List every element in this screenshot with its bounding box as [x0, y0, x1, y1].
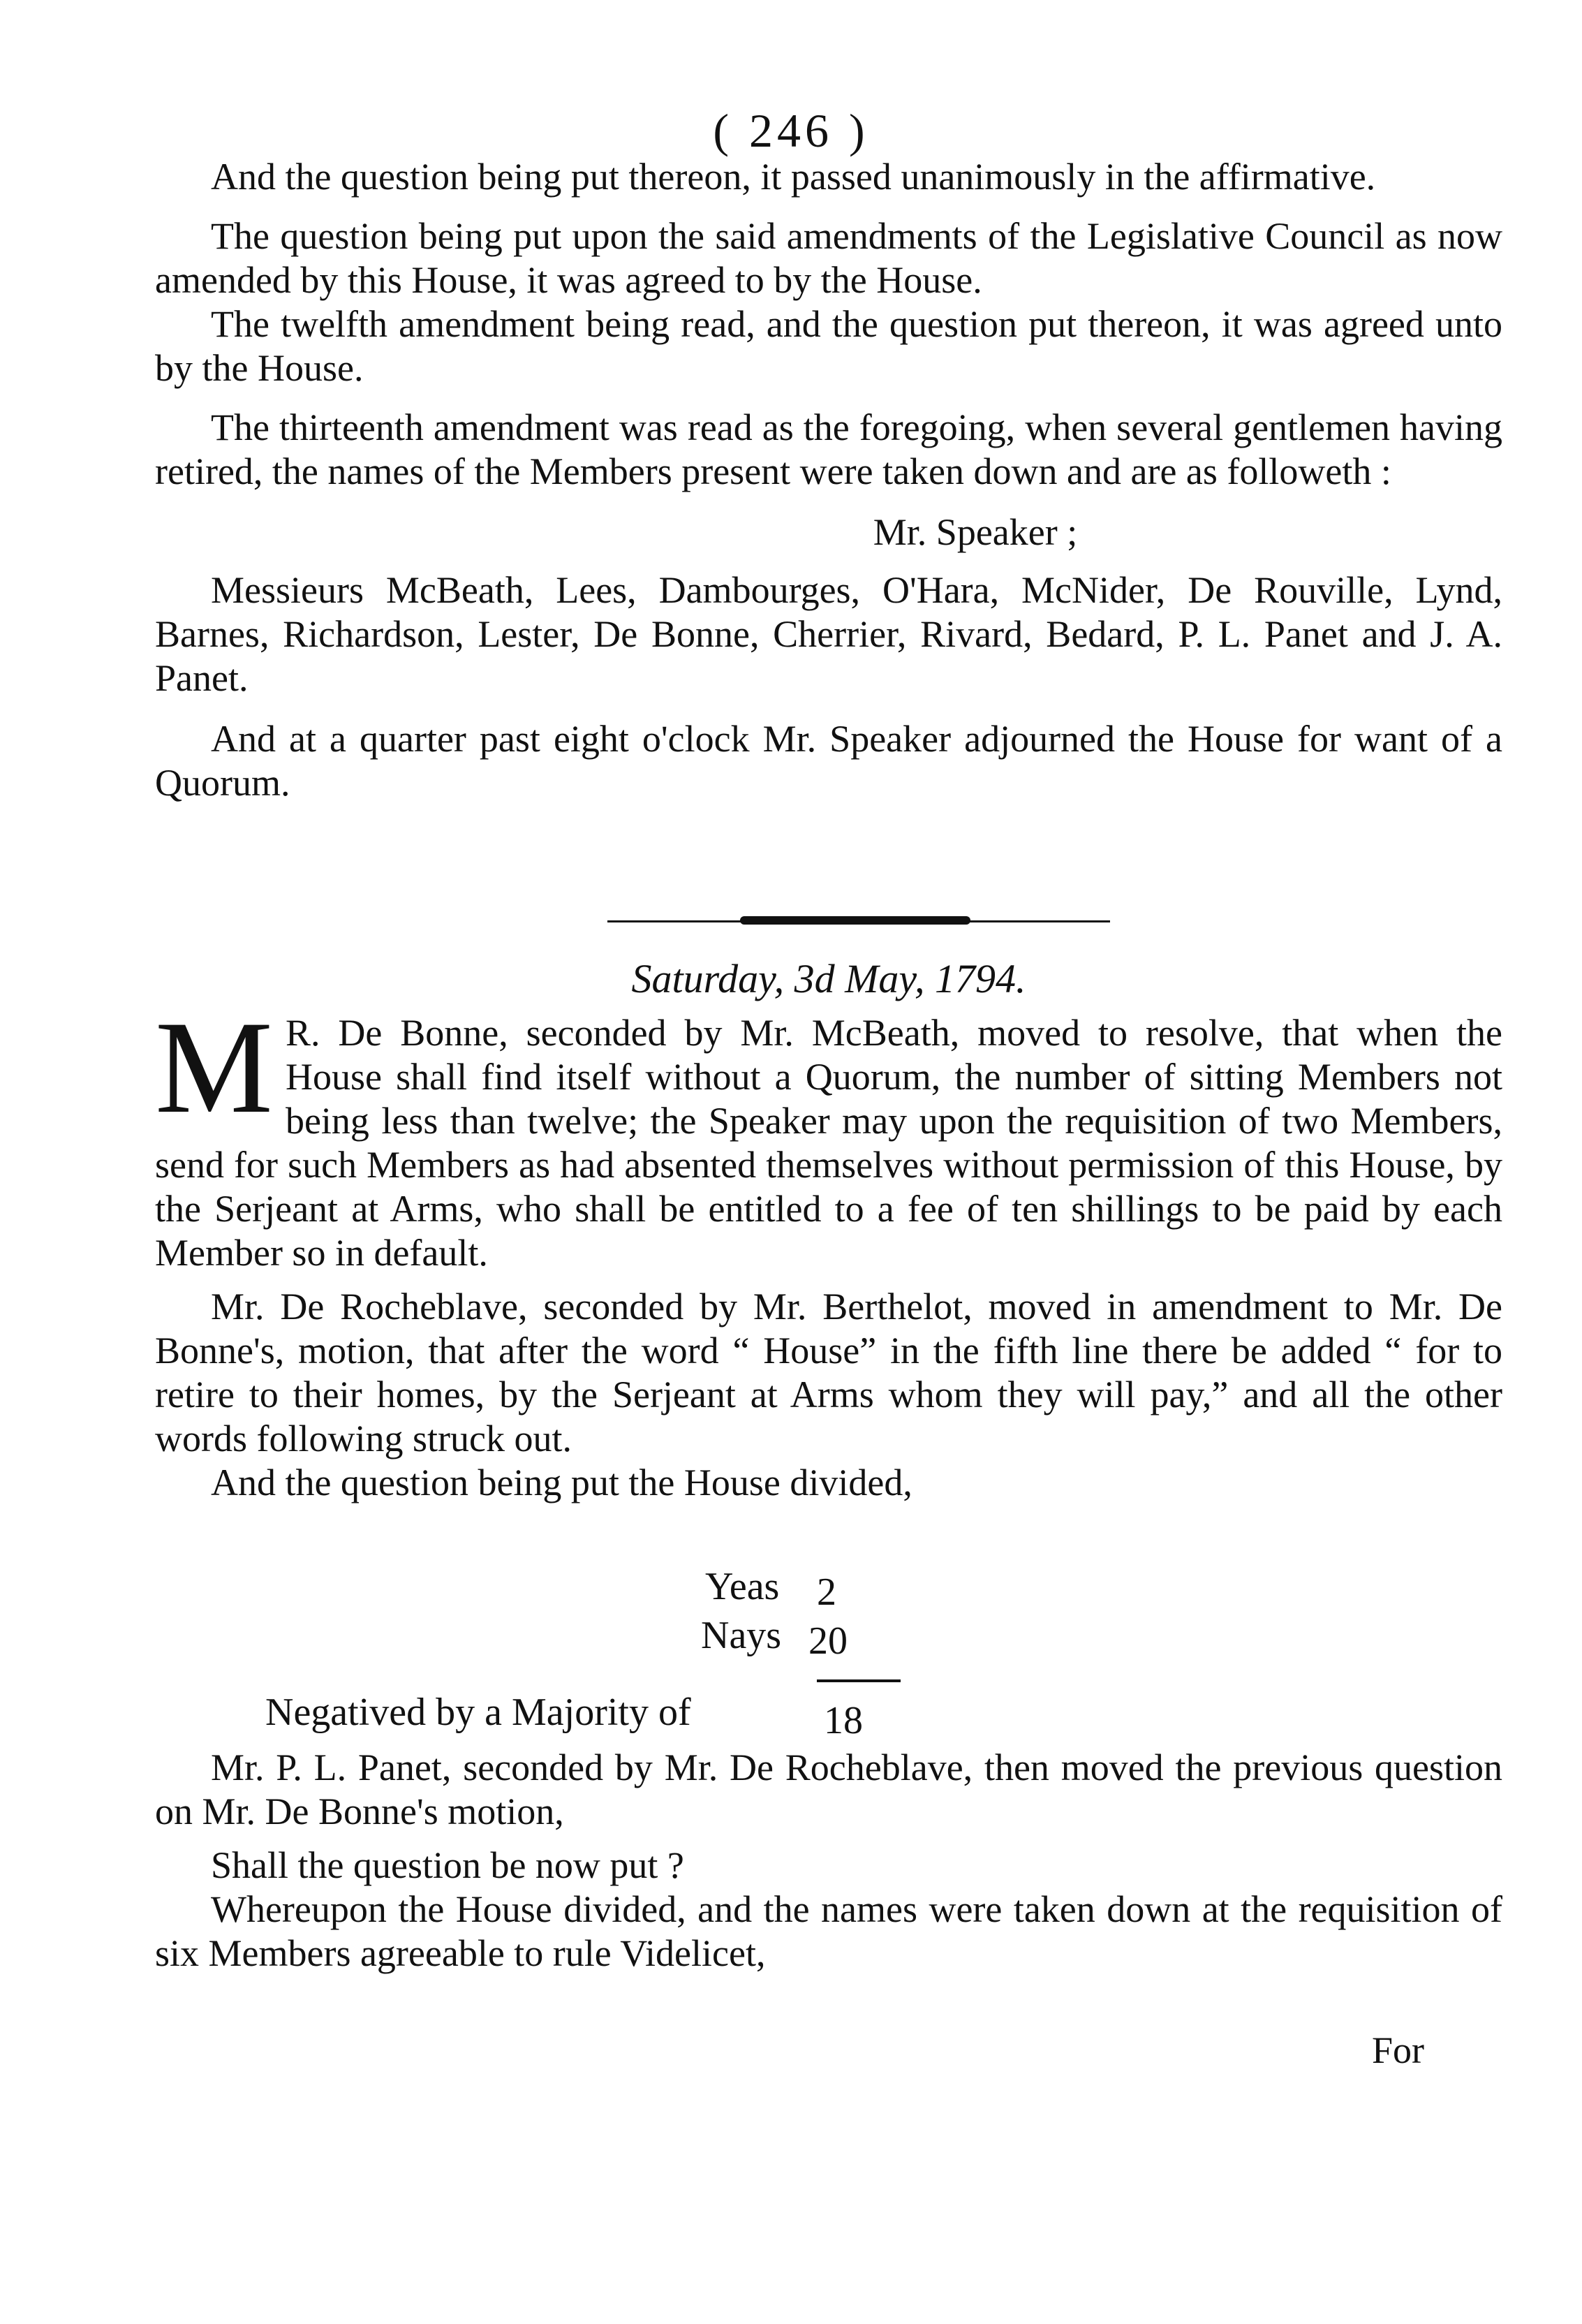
catchword: For [1372, 2029, 1425, 2071]
members-list: Messieurs McBeath, Lees, Dambourges, O'Hara, McNider, De Rouville, Lynd, Barnes, Richardson, Lester, De Bonne, Cherrier, Rivard, Bedard, P. L. Panet and J. A. Panet. [155, 569, 1502, 699]
majority-count: 18 [824, 1699, 863, 1742]
motion-block [155, 994, 1502, 1505]
paragraph-affirmative: And the question being put thereon, it passed unanimously in the affirmative. [211, 156, 1376, 198]
amendment-paragraph: Mr. De Rocheblave, seconded by Mr. Berthelot, moved in amendment to Mr. De Bonne's, motion, that after the word “ House” in the fifth line there be added “ for to retire to their homes, by the Serjeant at Arms whom they will pay,” and all the other words following struck out. [155, 1286, 1502, 1459]
negatived-label: Negatived by a Majority of [265, 1691, 691, 1734]
nays-count: 20 [808, 1619, 848, 1663]
nays-label: Nays [701, 1614, 782, 1657]
date-block [155, 957, 1502, 1001]
section-rule [607, 920, 1110, 922]
date-heading: Saturday, 3d May, 1794. [631, 956, 1026, 1001]
bottom-text-block [155, 1746, 1502, 1976]
shall-question-paragraph: Shall the question be now put ? [211, 1844, 684, 1886]
drop-cap: M [155, 994, 273, 1141]
top-text-block [155, 155, 1502, 805]
yeas-count: 2 [817, 1571, 836, 1614]
paragraph-twelfth-amendment: The twelfth amendment being read, and the question put thereon, it was agreed unto by the House. [155, 303, 1502, 389]
speaker-line: Mr. Speaker ; [873, 511, 1078, 553]
paragraph-thirteenth-amendment: The thirteenth amendment was read as the foregoing, when several gentlemen having retired, the names of the Members present were taken down and are as followeth : [155, 406, 1502, 492]
adjournment-paragraph: And at a quarter past eight o'clock Mr. Speaker adjourned the House for want of a Quorum. [155, 718, 1502, 804]
yeas-label: Yeas [705, 1565, 780, 1608]
whereupon-paragraph: Whereupon the House divided, and the names were taken down at the requisition of six Members agreeable to rule Videlicet, [155, 1888, 1502, 1974]
previous-question-paragraph: Mr. P. L. Panet, seconded by Mr. De Rocheblave, then moved the previous question on Mr. De Bonne's motion, [155, 1746, 1502, 1832]
motion-paragraph: R. De Bonne, seconded by Mr. McBeath, moved to resolve, that when the House shall find itself without a Quorum, the number of sitting Members not being less than twelve; the Speaker may upon the requisition of two Members, send for such Members as had absented themselves without permission of this House, by the Serjeant at Arms, who shall be entitled to a fee of ten shillings to be paid by each Member so in default. [155, 1012, 1502, 1274]
paragraph-legislative-council: The question being put upon the said amendments of the Legislative Council as now amended by this House, it was agreed to by the House. [155, 215, 1502, 301]
total-rule [817, 1679, 901, 1682]
division-paragraph: And the question being put the House divided, [211, 1462, 912, 1503]
page-number: ( 246 ) [713, 104, 869, 157]
